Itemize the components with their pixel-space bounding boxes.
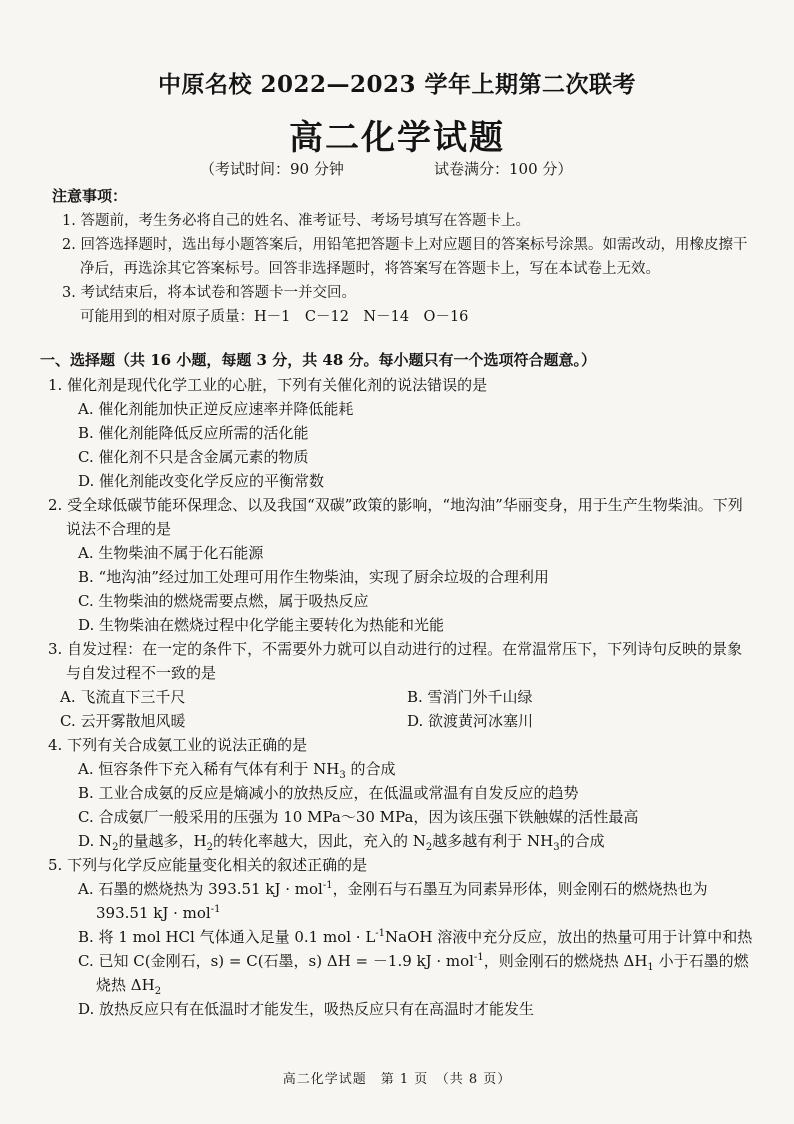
atomic-mass-note: 可能用到的相对原子质量：H－1 C－12 N－14 O－16: [80, 309, 469, 325]
option-d: D. 催化剂能改变化学反应的平衡常数: [78, 472, 325, 490]
question-5: [48, 853, 754, 1021]
option-c: C. 催化剂不只是含金属元素的物质: [78, 448, 309, 466]
option-b: B. 雪消门外千山绿: [407, 688, 533, 706]
option-d: D. 欲渡黄河冰塞川: [407, 712, 534, 730]
option-c: C. 云开雾散旭风暖: [60, 712, 186, 730]
notice-item: 3. 考试结束后，将本试卷和答题卡一并交回。: [62, 285, 356, 301]
question-stem: 2. 受全球低碳节能环保理念、以及我国“双碳”政策的影响，“地沟油”华丽变身，用于生产生物柴油。下列说法不合理的是: [48, 496, 743, 538]
option-d: D. 放热反应只有在低温时才能发生，吸热反应只有在高温时才能发生: [78, 1000, 535, 1018]
option-a: A. 生物柴油不属于化石能源: [78, 544, 264, 562]
notice-title: 注意事项：: [52, 187, 128, 205]
option-c: C. 生物柴油的燃烧需要点燃，属于吸热反应: [78, 592, 369, 610]
exam-time: （考试时间：90 分钟: [200, 160, 344, 178]
option-d: D. 生物柴油在燃烧过程中化学能主要转化为热能和光能: [78, 616, 445, 634]
question-stem: 5. 下列与化学反应能量变化相关的叙述正确的是: [48, 856, 368, 874]
notice-item: 2. 回答选择题时，选出每小题答案后，用铅笔把答题卡上对应题目的答案标号涂黑。如需改动，用橡皮擦干净后，再选涂其它答案标号。回答非选择题时，将答案写在答题卡上，写在本试卷上无效。: [62, 237, 748, 277]
option-a: A. 石墨的燃烧热为 393.51 kJ · mol$^{-1}$，金刚石与石墨互为同素异形体，则金刚石的燃烧热也为 393.51 kJ · mol$^{-1}$: [78, 880, 708, 922]
question-stem: 1. 催化剂是现代化学工业的心脏，下列有关催化剂的说法错误的是: [48, 376, 488, 394]
question-stem: 3. 自发过程：在一定的条件下，不需要外力就可以自动进行的过程。在常温常压下，下列诗句反映的景象与自发过程不一致的是: [48, 640, 743, 682]
notice-block: [52, 185, 752, 329]
question-stem: 4. 下列有关合成氨工业的说法正确的是: [48, 736, 308, 754]
option-c: C. 合成氨厂一般采用的压强为 10 MPa～30 MPa，因为该压强下铁触媒的活性最高: [78, 808, 639, 826]
option-row: [60, 709, 754, 733]
question-1: [48, 373, 754, 493]
option-b: B. “地沟油”经过加工处理可用作生物柴油，实现了厨余垃圾的合理利用: [78, 568, 549, 586]
option-a: A. 飞流直下三千尺: [60, 688, 186, 706]
question-3: [48, 637, 754, 733]
page-footer: 高二化学试题 第 1 页 （共 8 页）: [282, 1072, 512, 1087]
exam-title: 高二化学试题: [289, 118, 505, 158]
option-row: [60, 685, 754, 709]
option-b: B. 将 1 mol HCl 气体通入足量 0.1 mol · $L^{-1}NaOH$ 溶液中充分反应，放出的热量可用于计算中和热: [78, 928, 753, 946]
question-2: [48, 493, 754, 637]
option-a: A. 催化剂能加快正逆反应速率并降低能耗: [78, 400, 354, 418]
option-a: A. 恒容条件下充入稀有气体有利于 $NH_3$ 的合成: [78, 760, 396, 781]
option-d: D. $N_2$的量越多，$H_2$的转化率越大，因此，充入的 $N_2$越多越有利于 $NH_3$的合成: [78, 832, 605, 853]
question-list: [48, 373, 754, 1021]
option-c: C. 已知 C(金刚石，s) = C(石墨，s) ΔH = －1.9 kJ · mol$^{-1}$，则金刚石的燃烧热 $\Delta H_1$ 小于石墨的燃烧热 $\Delta H_2$: [78, 952, 749, 997]
question-4: [48, 733, 754, 853]
option-b: B. 催化剂能降低反应所需的活化能: [78, 424, 309, 442]
exam-name: 中原名校 2022—2023 学年上期第二次联考: [157, 71, 637, 98]
exam-score: 试卷满分：100 分）: [434, 160, 573, 178]
option-b: B. 工业合成氨的反应是熵减小的放热反应，在低温或常温有自发反应的趋势: [78, 784, 579, 802]
section-heading: 一、选择题（共 16 小题，每题 3 分，共 48 分。每小题只有一个选项符合题意。）: [40, 351, 597, 369]
notice-item: 1. 答题前，考生务必将自己的姓名、准考证号、考场号填写在答题卡上。: [62, 213, 530, 229]
